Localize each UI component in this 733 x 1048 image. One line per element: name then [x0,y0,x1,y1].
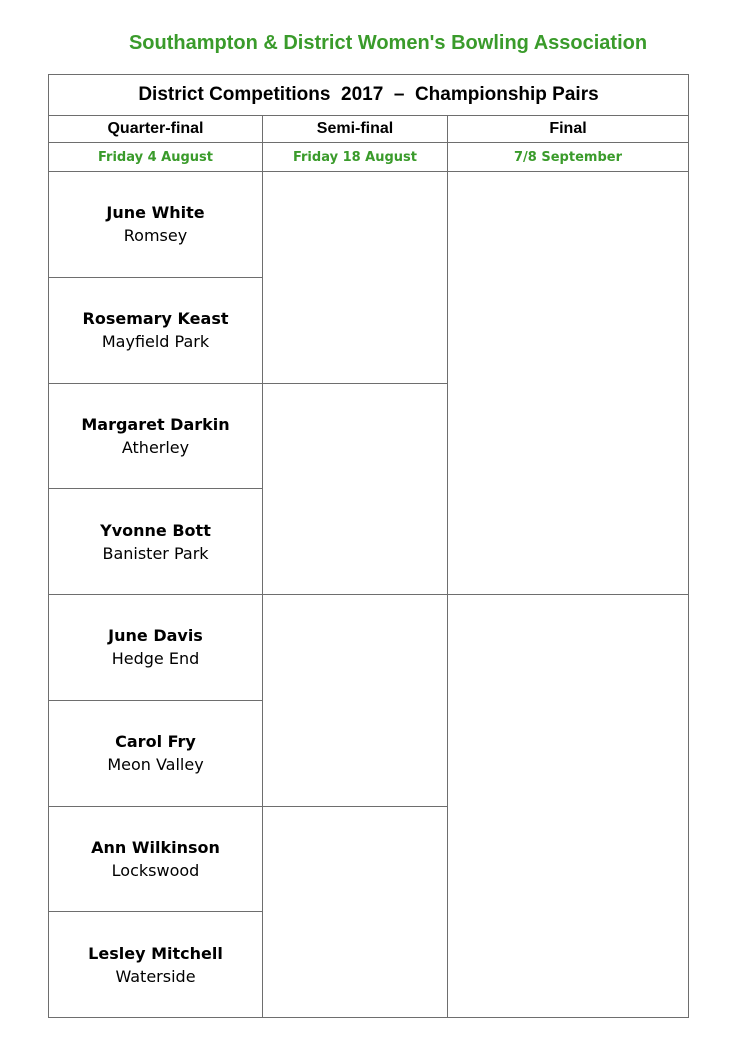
entry-name: Yvonne Bott [100,520,211,540]
entry-name: Carol Fry [115,732,196,752]
entry-cell [49,701,262,807]
round-label-final: Final [549,119,587,137]
final-slot [448,172,688,595]
semi-final-slot [263,384,447,596]
entry-cell [49,489,262,595]
entry-club: Atherley [121,437,190,457]
round-label-quarter-final: Quarter-final [49,115,263,142]
entry-name: Margaret Darkin [81,414,230,434]
entry-name: June Davis [108,626,203,646]
entry-club: Waterside [115,967,196,987]
round-date-quarter-final: Friday 4 August [49,143,263,171]
round-label-semi-final: Semi-final [263,115,448,142]
entry-club: Meon Valley [107,755,204,775]
entry-name: Lesley Mitchell [88,944,223,964]
entry-club: Lockswood [111,860,200,880]
entry-name: Ann Wilkinson [91,837,220,857]
entry-cell [49,912,262,1018]
semi-final-slot [263,807,447,1019]
round-date-row [49,143,688,172]
final-column [448,172,688,1018]
entry-cell [49,384,262,490]
quarter-final-column [49,172,263,1018]
round-date-final: 7/8 September [514,149,622,165]
organisation-title: Southampton & District Women's Bowling Association [128,32,648,54]
entry-club: Banister Park [102,543,209,563]
semi-final-column [263,172,448,1018]
sheet-title: District Competitions 2017 – Championship Pairs [49,75,688,116]
round-header-row [49,115,688,143]
competition-sheet [48,74,689,1018]
final-slot [448,595,688,1018]
entry-name: June White [106,203,205,223]
entry-cell [49,172,262,278]
semi-final-slot [263,595,447,807]
entry-cell [49,278,262,384]
entry-name: Rosemary Keast [82,309,229,329]
draw-bracket [49,172,688,1018]
entry-cell [49,595,262,701]
entry-club: Romsey [123,226,188,246]
entry-cell [49,807,262,913]
entry-club: Hedge End [111,649,200,669]
semi-final-slot [263,172,447,384]
round-date-semi-final: Friday 18 August [263,143,448,171]
entry-club: Mayfield Park [101,332,210,352]
